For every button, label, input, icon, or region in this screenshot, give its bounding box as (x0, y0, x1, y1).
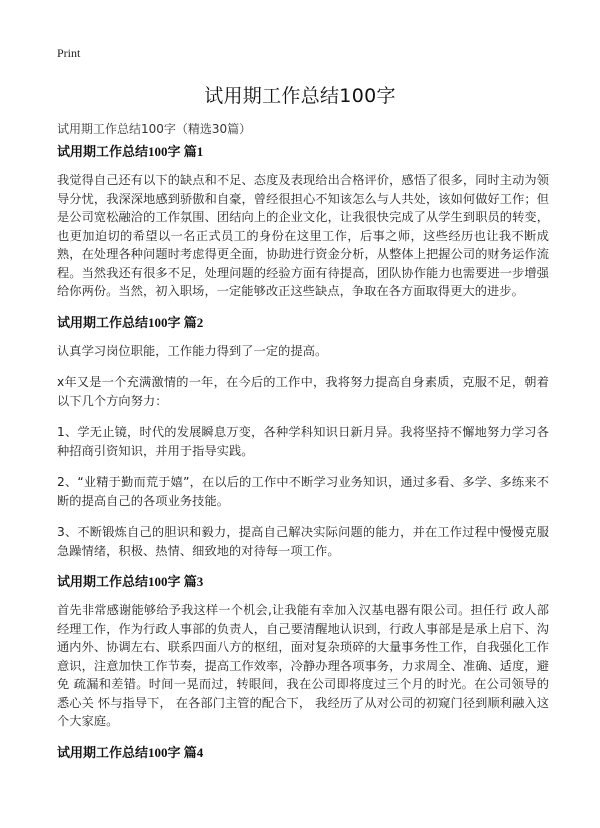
section-heading: 试用期工作总结100字 篇1 (57, 144, 204, 159)
section-1 (57, 143, 549, 301)
paragraph: 认真学习岗位职能，工作能力得到了一定的提高。 (57, 343, 328, 358)
paragraph: 我觉得自己还有以下的缺点和不足、态度及表现给出合格评价，感悟了很多，同时主动为领导分忧，我深深地感到骄傲和自豪，曾经很担心不知该怎么与人共处，该如何做好工作；但是公司宽松融洽的工作氛围、团结向上的企业文化，让我很快完成了从学生到职员的转变，也更加迫切的希望以一名正式员工的身份在这里工作，后事之师，这些经历也让我不断成熟，在处理各种问题时考虑得更全面，协助进行资金分析，从整体上把握公司的财务运作流程。当然我还有很多不足，处理问题的经验方面有待提高，团队协作能力也需要进一步增强给你两份。当然，初入职场，一定能够改正这些缺点，争取在各方面取得更大的进步。 (57, 173, 549, 298)
paragraph: 首先非常感谢能够给予我这样一个机会,让我能有幸加入汉基电器有限公司。担任行 政人部经理工作，作为行政人事部的负责人，自己要清醒地认识到，行政人事部是是承上启下、沟通内外、协调左右、联系四面八方的枢纽，面对复杂琐碎的大量事务性工作，自我强化工作 意识，注意加快工作节奏，提高工作效率，冷静办理各项事务，力求周全、准确、适度，避免 疏漏和差错。时间一晃而过，转眼间，我在公司即将度过三个月的时光。在公司领导的悉心关 怀与指导下， 在各部门主管的配合下， 我经历了从对公司的初窥门径到顺利融入这个大家庭。 (57, 603, 549, 728)
section-3 (57, 573, 549, 731)
paragraph: 1、学无止镜，时代的发展瞬息万变，各种学科知识日新月异。我将坚持不懈地努力学习各种招商引资知识，并用于指导实践。 (57, 425, 549, 458)
section-heading: 试用期工作总结100字 篇2 (57, 314, 204, 330)
section-2 (57, 314, 549, 561)
print-link[interactable]: Print (57, 46, 81, 60)
section-4 (57, 744, 549, 762)
section-heading: 试用期工作总结100字 篇4 (57, 744, 204, 760)
paragraph: x年又是一个充满激情的一年，在今后的工作中，我将努力提高自身素质，克服不足，朝着以下几个方向努力： (57, 375, 549, 408)
paragraph: 3、不断锻炼自己的胆识和毅力，提高自己解决实际问题的能力，并在工作过程中慢慢克服急躁情绪，积极、热情、细致地的对待每一项工作。 (57, 525, 549, 558)
section-heading: 试用期工作总结100字 篇3 (57, 574, 204, 589)
document-subtitle: 试用期工作总结100字（精选30篇） (57, 122, 252, 136)
document-body (57, 143, 549, 774)
paragraph: 2、“业精于勤而荒于嬉”，在以后的工作中不断学习业务知识，通过多看、多学、多练来不断的提高自己的各项业务技能。 (57, 475, 549, 508)
page-title: 试用期工作总结100字 (204, 85, 396, 107)
